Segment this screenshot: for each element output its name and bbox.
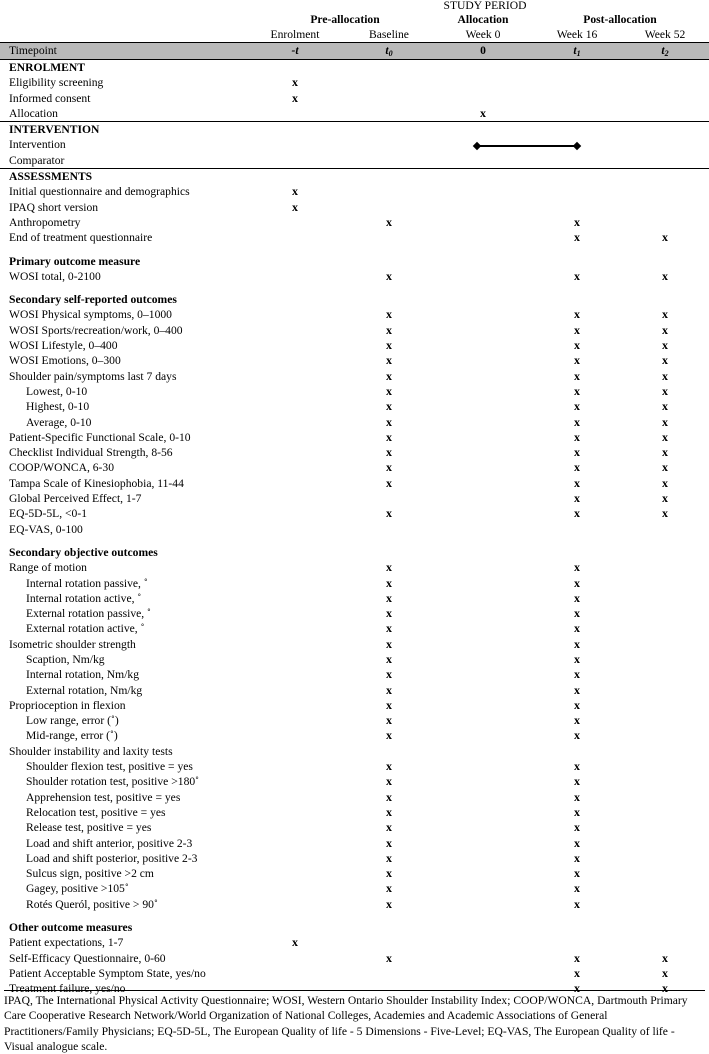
table-row: Internal rotation, Nm/kg x x	[26, 667, 580, 682]
schedule-body	[0, 60, 709, 997]
section-primary: Primary outcome measure	[9, 254, 141, 268]
table-row: Comparator	[9, 153, 65, 167]
table-row: Patient Acceptable Symptom State, yes/no x x	[9, 965, 668, 980]
table-row: WOSI Emotions, 0–300 x x x	[9, 353, 668, 368]
table-row: Isometric shoulder strength x x	[9, 636, 580, 651]
table-row: Proprioception in flexion x x	[9, 697, 580, 712]
table-row: Shoulder pain/symptoms last 7 days x x x	[9, 368, 668, 383]
table-row: Shoulder instability and laxity tests	[9, 744, 173, 758]
table-row: Patient-Specific Functional Scale, 0-10 x x x	[9, 429, 668, 444]
table-row: Intervention	[0, 137, 709, 152]
col-week52: Week 52	[644, 28, 686, 41]
table-row: Low range, error (˚) x x	[26, 713, 580, 728]
table-row: COOP/WONCA, 6-30 x x x	[9, 460, 668, 475]
tp-week16: $t_1$	[573, 44, 581, 58]
table-row: Scaption, Nm/kg x x	[26, 651, 580, 666]
table-row: Lowest, 0-10 x x x	[26, 383, 668, 398]
table-row: Anthropometry x x	[9, 214, 580, 229]
table-row: Gagey, positive >105˚ x x	[26, 881, 580, 896]
table-row: Informed consent x	[9, 90, 298, 105]
col-baseline: Baseline	[369, 28, 409, 41]
section-secondary-objective: Secondary objective outcomes	[9, 545, 158, 559]
post-allocation-label: Post-allocation	[583, 13, 657, 26]
table-row: Treatment failure, yes/no x x	[9, 981, 668, 996]
table-row: Load and shift anterior, positive 2-3 x x	[26, 835, 580, 850]
timepoint-label: Timepoint	[9, 44, 57, 57]
table-row: Load and shift posterior, positive 2-3 x x	[26, 850, 580, 865]
table-row: Internal rotation passive, ˚ x x	[26, 575, 580, 590]
table-row: Initial questionnaire and demographics x	[9, 184, 298, 199]
tp-enrolment: -t	[291, 44, 299, 57]
table-row: IPAQ short version x	[9, 199, 298, 214]
table-row: External rotation, Nm/kg x x	[26, 682, 580, 697]
table-row: Shoulder rotation test, positive >180˚ x x	[26, 774, 580, 789]
table-row: Release test, positive = yes x x	[26, 820, 580, 835]
timepoint-row	[0, 42, 709, 60]
table-row: WOSI Physical symptoms, 0–1000 x x x	[9, 307, 668, 322]
table-row: Internal rotation active, ˚ x x	[26, 590, 580, 605]
tp-allocation: 0	[480, 44, 486, 57]
table-row: Sulcus sign, positive >2 cm x x	[26, 866, 580, 881]
table-row: Mid-range, error (˚) x x	[26, 728, 580, 743]
table-row: WOSI total, 0-2100 x x x	[9, 268, 668, 283]
section-intervention: INTERVENTION	[0, 121, 709, 137]
allocation-label: Allocation	[457, 13, 509, 26]
intervention-duration-bar	[477, 145, 577, 147]
table-row: WOSI Lifestyle, 0–400 x x x	[9, 338, 668, 353]
tp-baseline: $t_0$	[385, 44, 393, 58]
table-row: Average, 0-10 x x x	[26, 414, 668, 429]
table-row: Eligibility screening x	[9, 75, 298, 90]
table-row: Highest, 0-10 x x x	[26, 399, 668, 414]
table-header	[0, 0, 709, 40]
table-row: Range of motion x x	[9, 560, 580, 575]
table-row: Relocation test, positive = yes x x	[26, 804, 580, 819]
table-row: Allocation x	[9, 105, 486, 120]
table-row: External rotation active, ˚ x x	[26, 621, 580, 636]
section-enrolment: ENROLMENT	[9, 61, 86, 74]
table-row: Apprehension test, positive = yes x x	[26, 789, 580, 804]
section-assessments: ASSESSMENTS	[0, 168, 709, 184]
section-secondary-self: Secondary self-reported outcomes	[9, 293, 177, 307]
table-row: External rotation passive, ˚ x x	[26, 606, 580, 621]
footnote: IPAQ, The International Physical Activity Questionnaire; WOSI, Western Ontario Shoulder Instability Index; COOP/WONCA, Dartmouth Primary Care Cooperative Research Network/World Organization of National Colleges, Academies and Academic Associations of General Practitioners/Family Physicians; EQ-5D-5L, The European Quality of life - 5 Dimensions - Five-Level; EQ-VAS, The European Quality of life - Visual analogue scale.	[4, 990, 705, 1054]
table-row: WOSI Sports/recreation/work, 0–400 x x x	[9, 322, 668, 337]
table-row: EQ-5D-5L, <0-1 x x x	[9, 506, 668, 521]
table-row: Patient expectations, 1-7 x	[9, 935, 298, 950]
table-row: Shoulder flexion test, positive = yes x x	[26, 759, 580, 774]
table-row: End of treatment questionnaire x x	[9, 230, 668, 245]
study-period-label: STUDY PERIOD	[443, 0, 527, 12]
tp-week52: $t_2$	[661, 44, 669, 58]
table-row: Global Perceived Effect, 1-7 x x	[9, 491, 668, 506]
table-row: EQ-VAS, 0-100	[9, 522, 83, 536]
table-row: Self-Efficacy Questionnaire, 0-60 x x x	[9, 950, 668, 965]
col-week0: Week 0	[465, 28, 501, 41]
col-week16: Week 16	[556, 28, 598, 41]
section-other: Other outcome measures	[9, 921, 133, 935]
table-row: Checklist Individual Strength, 8-56 x x x	[9, 445, 668, 460]
pre-allocation-label: Pre-allocation	[310, 13, 380, 26]
table-row: Rotés Queról, positive > 90˚ x x	[26, 896, 580, 911]
col-enrolment: Enrolment	[270, 28, 320, 41]
table-row: Tampa Scale of Kinesiophobia, 11-44 x x x	[9, 475, 668, 490]
